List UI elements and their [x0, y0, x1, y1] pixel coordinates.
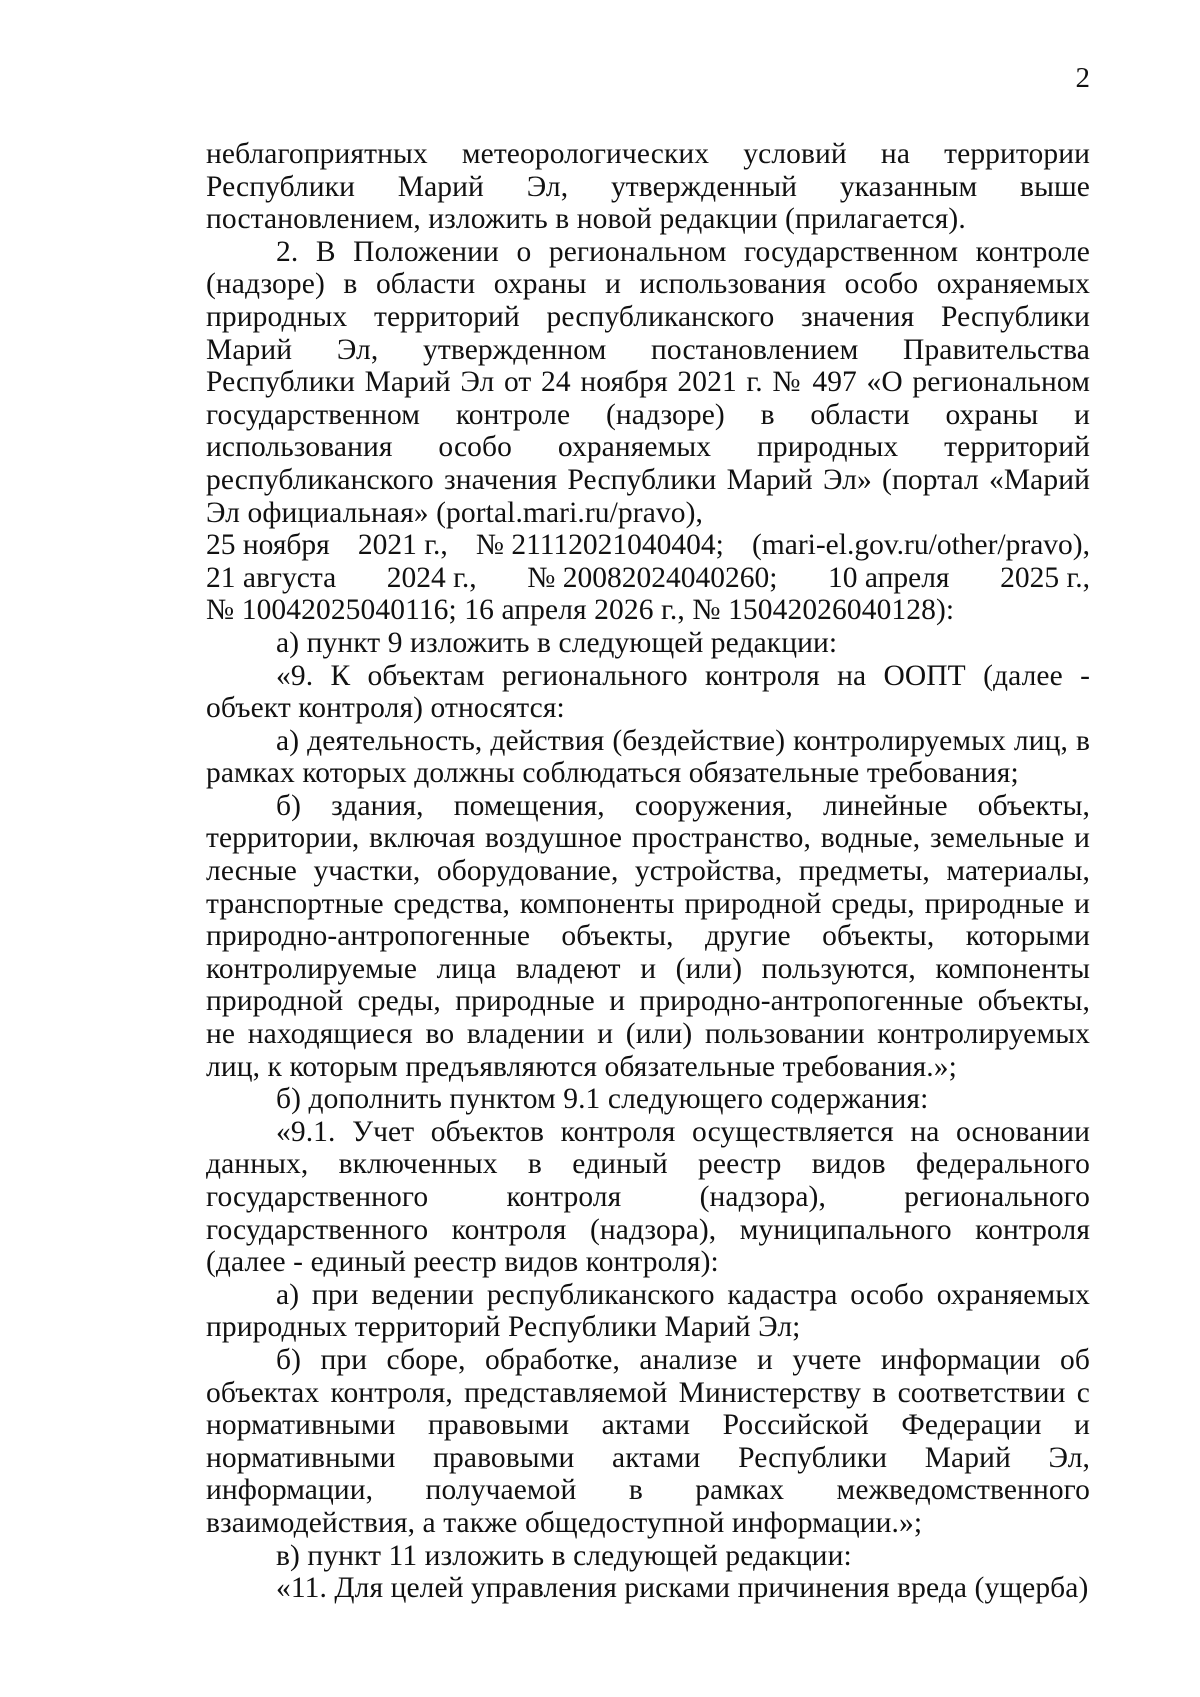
publication-number: № 21112021040404; — [475, 529, 724, 562]
clause-9: «9. К объектам регионального контроля на ООПТ (далее - объект контроля) относятся: — [206, 659, 1090, 725]
publication-date: 25 ноября — [206, 529, 330, 562]
subitem-b: б) дополнить пунктом 9.1 следующего содержания: — [276, 1083, 929, 1116]
publication-line-3: № 10042025040116; 16 апреля 2026 г., № 15042026040128): — [206, 594, 955, 627]
publication-line-1 — [206, 529, 1090, 562]
publication-year: 2024 г., — [386, 561, 477, 594]
publication-date: 10 апреля — [828, 561, 950, 594]
document-body — [206, 138, 1090, 1605]
publication-line-2 — [206, 562, 1090, 595]
paragraph-continuation: неблагоприятных метеорологических условий на территории Республики Марий Эл, утвержденный указанным выше постановлением, изложить в новой редакции (прилагается). — [206, 138, 1090, 236]
publication-number: № 20082024040260; — [527, 561, 778, 594]
clause-9-1-b: б) при сборе, обработке, анализе и учете информации об объектах контроля, представляемой Министерству в соответствии с нормативными правовыми актами Российской Федерации и нормативными правовыми актами Республики Марий Эл, информации, получаемой в рамках межведомственного взаимодействия, а также общедоступной информации.»; — [206, 1343, 1090, 1539]
page-number: 2 — [1075, 62, 1090, 94]
publication-portal: (mari-el.gov.ru/other/pravo), — [751, 529, 1090, 562]
clause-9-1-a: а) при ведении республиканского кадастра особо охраняемых природных территорий Республики Марий Эл; — [206, 1278, 1090, 1344]
subitem-v: в) пункт 11 изложить в следующей редакции: — [276, 1539, 852, 1572]
publication-year: 2021 г., — [357, 529, 448, 562]
publication-date: 21 августа — [206, 561, 337, 594]
subitem-a: а) пункт 9 изложить в следующей редакции: — [276, 626, 838, 659]
clause-9-1: «9.1. Учет объектов контроля осуществляется на основании данных, включенных в единый реестр видов федерального государственного контроля (надзора), регионального государственного контроля (надзора), муниципального контроля (далее - единый реестр видов контроля): — [206, 1115, 1090, 1279]
paragraph-item-2: 2. В Положении о региональном государственном контроле (надзоре) в области охраны и использования особо охраняемых природных территорий республиканского значения Республики Марий Эл, утвержденном постановлением Правительства Республики Марий Эл от 24 ноября 2021 г. № 497 «О региональном государственном контроле (надзоре) в области охраны и использования особо охраняемых природных территорий республиканского значения Республики Марий Эл» (портал «Марий Эл официальная» (portal.mari.ru/pravo), — [206, 235, 1090, 529]
clause-9-b: б) здания, помещения, сооружения, линейные объекты, территории, включая воздушное пространство, водные, земельные и лесные участки, оборудование, устройства, предметы, материалы, транспортные средства, компоненты природной среды, природные и природно-антропогенные объекты, другие объекты, которыми контролируемые лица владеют и (или) пользуются, компоненты природной среды, природные и природно-антропогенные объекты, не находящиеся во владении и (или) пользовании контролируемых лиц, к которым предъявляются обязательные требования.»; — [206, 789, 1090, 1083]
publication-year: 2025 г., — [1000, 561, 1090, 594]
clause-9-a: а) деятельность, действия (бездействие) контролируемых лиц, в рамках которых должны соблюдаться обязательные требования; — [206, 724, 1090, 790]
clause-11: «11. Для целей управления рисками причинения вреда (ущерба) — [276, 1572, 1089, 1605]
